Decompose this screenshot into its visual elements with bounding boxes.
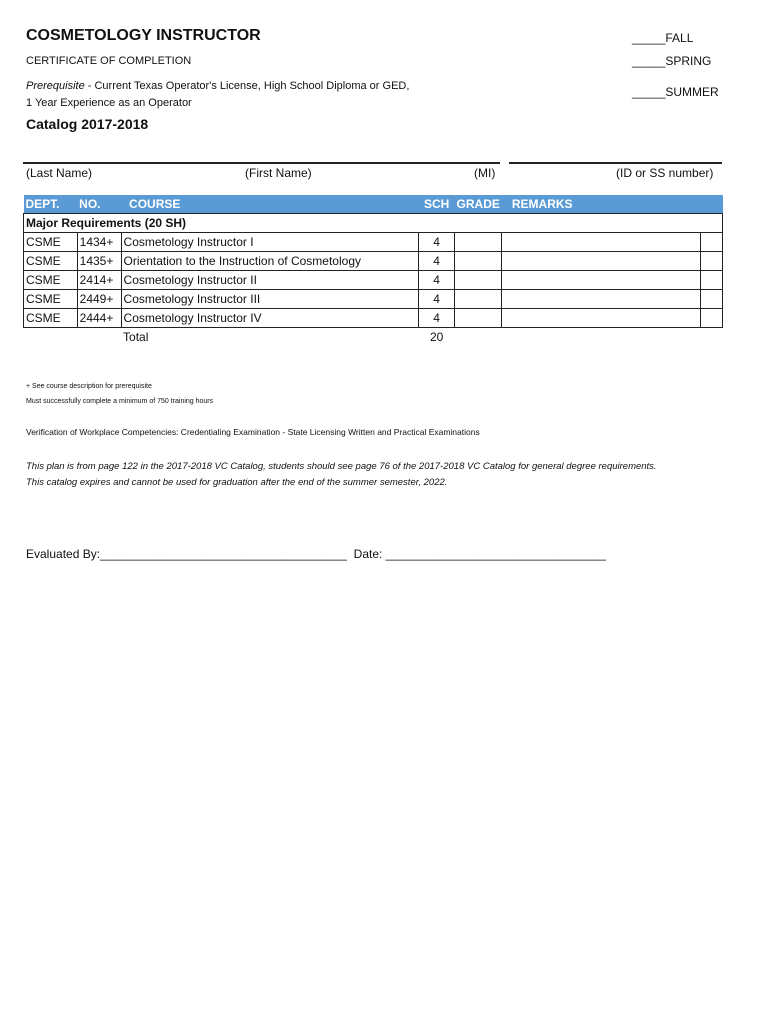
table-row <box>24 290 723 309</box>
cell-no: 2449+ <box>77 290 121 309</box>
cell-remarks[interactable] <box>502 290 701 309</box>
table-row <box>24 233 723 252</box>
term-spring: _____SPRING <box>632 54 712 68</box>
section-row <box>24 214 723 233</box>
header-sch: SCH <box>419 195 455 214</box>
cell-extra <box>701 290 723 309</box>
section-title: Major Requirements (20 SH) <box>24 214 723 233</box>
verification-note: Verification of Workplace Competencies: Credentialing Examination - State Licensing Written and Practical Examinations <box>26 427 480 437</box>
header-no: NO. <box>77 195 121 214</box>
cell-course: Cosmetology Instructor IV <box>121 309 419 328</box>
table-header-row <box>24 195 723 214</box>
cell-dept: CSME <box>24 309 78 328</box>
cell-remarks[interactable] <box>502 309 701 328</box>
prerequisite-text <box>26 78 446 112</box>
cell-no: 2414+ <box>77 271 121 290</box>
id-label: (ID or SS number) <box>616 166 714 180</box>
catalog-year: Catalog 2017-2018 <box>26 116 149 132</box>
header-dept: DEPT. <box>24 195 78 214</box>
table-row <box>24 271 723 290</box>
cell-dept: CSME <box>24 271 78 290</box>
document-subtitle: CERTIFICATE OF COMPLETION <box>26 55 192 67</box>
first-name-label: (First Name) <box>245 166 312 180</box>
cell-remarks[interactable] <box>502 233 701 252</box>
cell-extra <box>701 233 723 252</box>
table-row <box>24 309 723 328</box>
last-name-label: (Last Name) <box>26 166 93 180</box>
prerequisite-detail: - Current Texas Operator's License, High School Diploma or GED, <box>84 80 410 92</box>
cell-no: 2444+ <box>77 309 121 328</box>
header-blank <box>701 195 723 214</box>
total-row <box>24 328 723 347</box>
cell-extra <box>701 271 723 290</box>
cell-sch: 4 <box>419 290 455 309</box>
cell-grade[interactable] <box>455 271 502 290</box>
cell-extra <box>701 252 723 271</box>
term-summer: _____SUMMER <box>632 85 719 99</box>
date-field[interactable]: Date: _________________________________ <box>353 547 606 561</box>
cell-sch: 4 <box>419 233 455 252</box>
total-label: Total <box>123 330 149 344</box>
name-line <box>23 162 500 164</box>
table-row <box>24 252 723 271</box>
cell-sch: 4 <box>419 252 455 271</box>
total-value: 20 <box>429 330 444 344</box>
prerequisite-detail-2: 1 Year Experience as an Operator <box>26 97 192 109</box>
prerequisite-label: Prerequisite <box>26 80 85 92</box>
cell-grade[interactable] <box>455 290 502 309</box>
plan-note: This plan is from page 122 in the 2017-2018 VC Catalog, students should see page 76 of the 2017-2018 VC Catalog for general degree requirements. This catalog expires and cannot be used for graduation after the end of the summer semester, 2022. <box>26 461 657 488</box>
cell-sch: 4 <box>419 271 455 290</box>
cell-remarks[interactable] <box>502 271 701 290</box>
mi-label: (MI) <box>474 166 496 180</box>
cell-course: Cosmetology Instructor II <box>121 271 419 290</box>
cell-dept: CSME <box>24 252 78 271</box>
cell-no: 1434+ <box>77 233 121 252</box>
header-course: COURSE <box>121 195 419 214</box>
cell-dept: CSME <box>24 290 78 309</box>
term-fall: _____FALL <box>632 31 694 45</box>
id-line <box>509 162 722 164</box>
header-remarks: REMARKS <box>502 195 701 214</box>
cell-dept: CSME <box>24 233 78 252</box>
cell-course: Cosmetology Instructor III <box>121 290 419 309</box>
cell-grade[interactable] <box>455 233 502 252</box>
header-grade: GRADE <box>455 195 502 214</box>
cell-remarks[interactable] <box>502 252 701 271</box>
cell-extra <box>701 309 723 328</box>
document-title: COSMETOLOGY INSTRUCTOR <box>26 27 261 44</box>
signoff-line <box>26 547 606 561</box>
cell-grade[interactable] <box>455 252 502 271</box>
course-table <box>23 195 723 346</box>
cell-sch: 4 <box>419 309 455 328</box>
footnote-training-hours: Must successfully complete a minimum of 750 training hours <box>26 398 214 405</box>
cell-course: Orientation to the Instruction of Cosmetology <box>121 252 419 271</box>
cell-grade[interactable] <box>455 309 502 328</box>
footnote-prerequisite: + See course description for prerequisite <box>26 383 152 390</box>
cell-course: Cosmetology Instructor I <box>121 233 419 252</box>
cell-no: 1435+ <box>77 252 121 271</box>
evaluated-by-field[interactable]: Evaluated By:_____________________________________ <box>26 547 347 561</box>
